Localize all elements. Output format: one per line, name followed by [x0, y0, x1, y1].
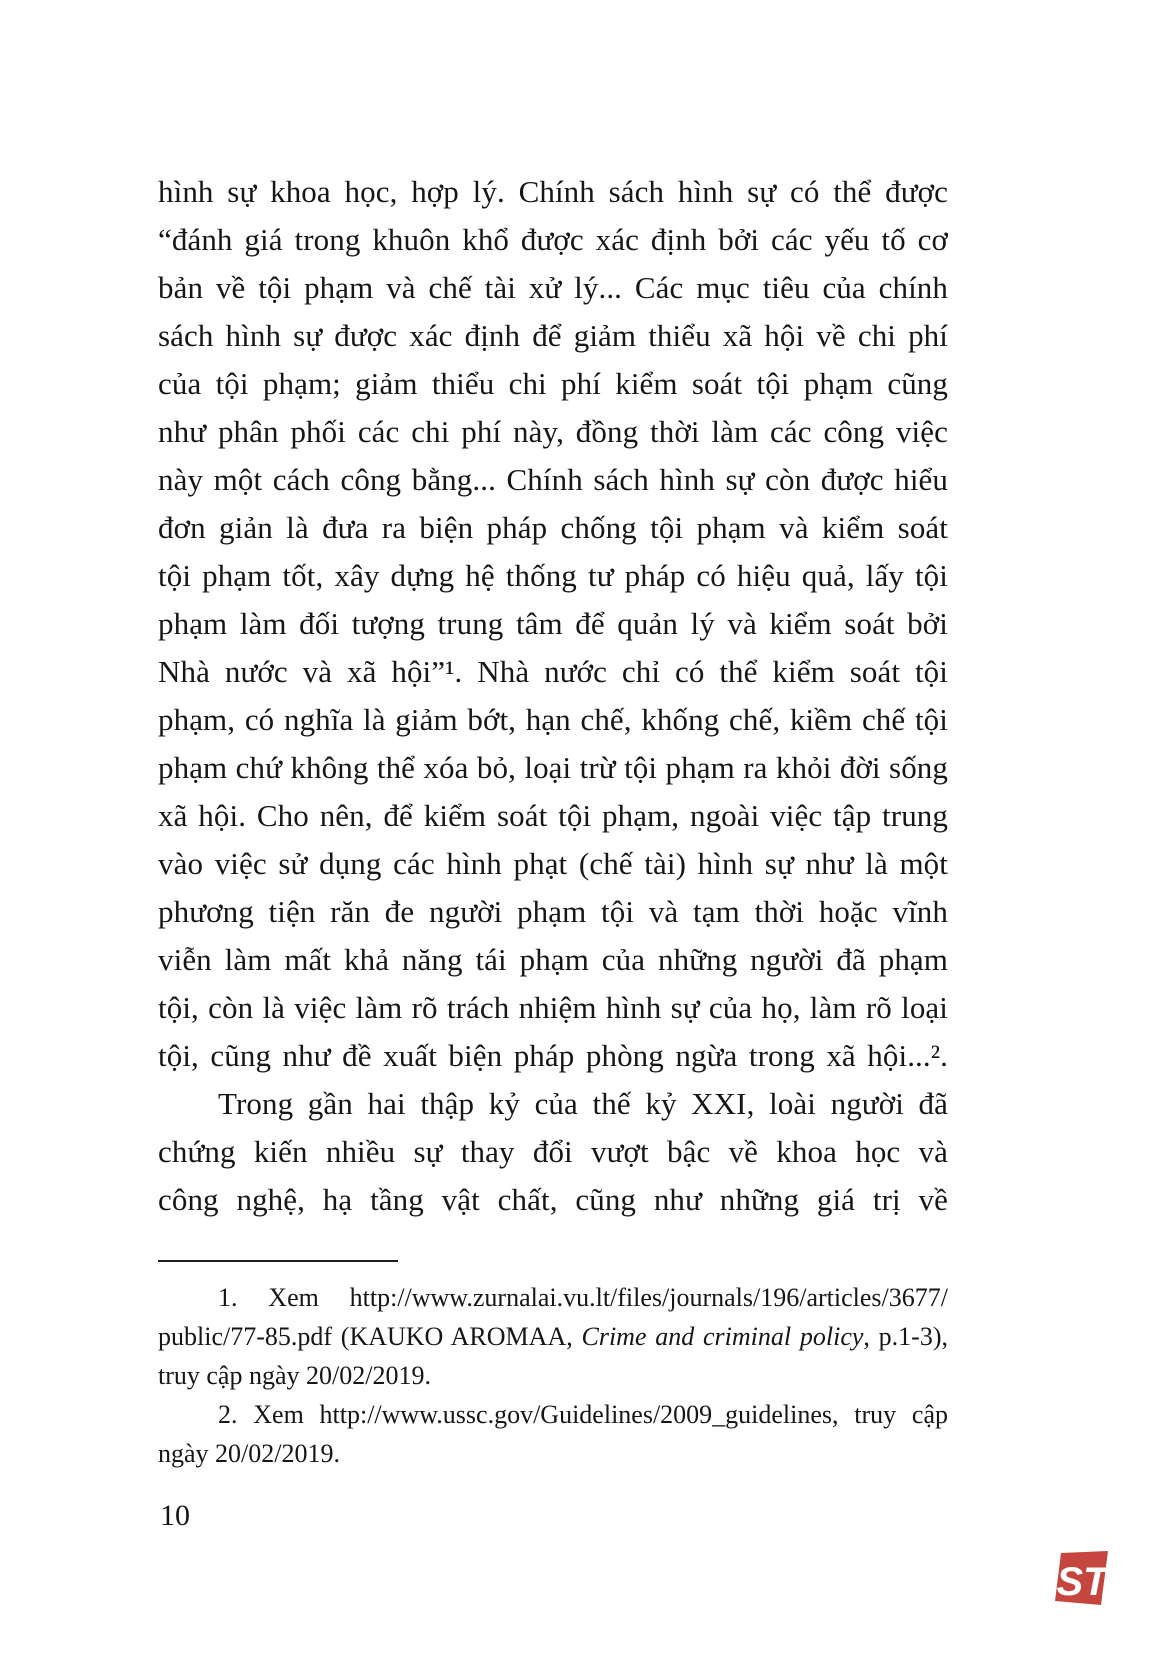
body-text-line: chứng kiến nhiều sự thay đổi vượt bậc về khoa học và [158, 1134, 948, 1169]
footnote-italic-title: Crime and criminal policy [581, 1322, 864, 1351]
footnote-line: 1. Xem http://www.zurnalai.vu.lt/files/journals/196/articles/3677/ [218, 1283, 948, 1312]
body-text-line: sách hình sự được xác định để giảm thiểu xã hội về chi phí [158, 318, 948, 353]
body-text-line: hình sự khoa học, hợp lý. Chính sách hình sự có thể được [158, 174, 948, 209]
body-text-line: của tội phạm; giảm thiểu chi phí kiểm soát tội phạm cũng [158, 366, 948, 401]
footnote-line: truy cập ngày 20/02/2019. [158, 1361, 431, 1390]
page-number: 10 [160, 1499, 190, 1532]
body-text-line-paragraph-start: Trong gần hai thập kỷ của thế kỷ XXI, loài người đã [218, 1086, 948, 1121]
body-text-line: đơn giản là đưa ra biện pháp chống tội phạm và kiểm soát [158, 510, 948, 545]
body-text-line: phương tiện răn đe người phạm tội và tạm thời hoặc vĩnh [158, 894, 948, 929]
footnote-line [158, 1317, 948, 1356]
body-text-block [158, 168, 948, 1473]
body-text-line: xã hội. Cho nên, để kiểm soát tội phạm, ngoài việc tập trung [158, 798, 948, 833]
footnote-separator [158, 1260, 398, 1262]
footnote-1 [158, 1278, 948, 1395]
body-text-line: tội, còn là việc làm rõ trách nhiệm hình sự của họ, làm rõ loại [158, 990, 948, 1025]
footnote-line: ngày 20/02/2019. [158, 1439, 340, 1468]
body-text-line: tội, cũng như đề xuất biện pháp phòng ngừa trong xã hội...². [158, 1038, 948, 1073]
body-text-line: phạm chứ không thể xóa bỏ, loại trừ tội phạm ra khỏi đời sống [158, 750, 948, 785]
st-logo-icon [1053, 1550, 1111, 1607]
body-text-line: vào việc sử dụng các hình phạt (chế tài) hình sự như là một [158, 846, 948, 881]
body-text-line: như phân phối các chi phí này, đồng thời làm các công việc [158, 414, 948, 449]
footnote-2 [158, 1395, 948, 1473]
footnote-line: 2. Xem http://www.ussc.gov/Guidelines/2009_guidelines, truy cập [218, 1400, 948, 1429]
body-text-line: viễn làm mất khả năng tái phạm của những người đã phạm [158, 942, 948, 977]
body-text-line: phạm làm đối tượng trung tâm để quản lý và kiểm soát bởi [158, 606, 948, 641]
st-logo-text: ST [1056, 1560, 1108, 1604]
body-text-line: tội phạm tốt, xây dựng hệ thống tư pháp có hiệu quả, lấy tội [158, 558, 948, 593]
footnotes-block [158, 1278, 948, 1473]
body-text-line: Nhà nước và xã hội”¹. Nhà nước chỉ có thể kiểm soát tội [158, 654, 948, 689]
footnote-text: public/77-85.pdf (KAUKO AROMAA, [158, 1322, 582, 1351]
body-text-line: này một cách công bằng... Chính sách hình sự còn được hiểu [158, 462, 948, 497]
body-text-line: bản về tội phạm và chế tài xử lý... Các mục tiêu của chính [158, 270, 948, 305]
body-text-line: công nghệ, hạ tầng vật chất, cũng như những giá trị về [158, 1182, 948, 1217]
publisher-logo [1053, 1550, 1111, 1607]
body-text-line: “đánh giá trong khuôn khổ được xác định bởi các yếu tố cơ [158, 222, 948, 257]
footnote-text: , p.1-3), [863, 1322, 948, 1351]
body-text-line: phạm, có nghĩa là giảm bớt, hạn chế, khống chế, kiềm chế tội [158, 702, 948, 737]
